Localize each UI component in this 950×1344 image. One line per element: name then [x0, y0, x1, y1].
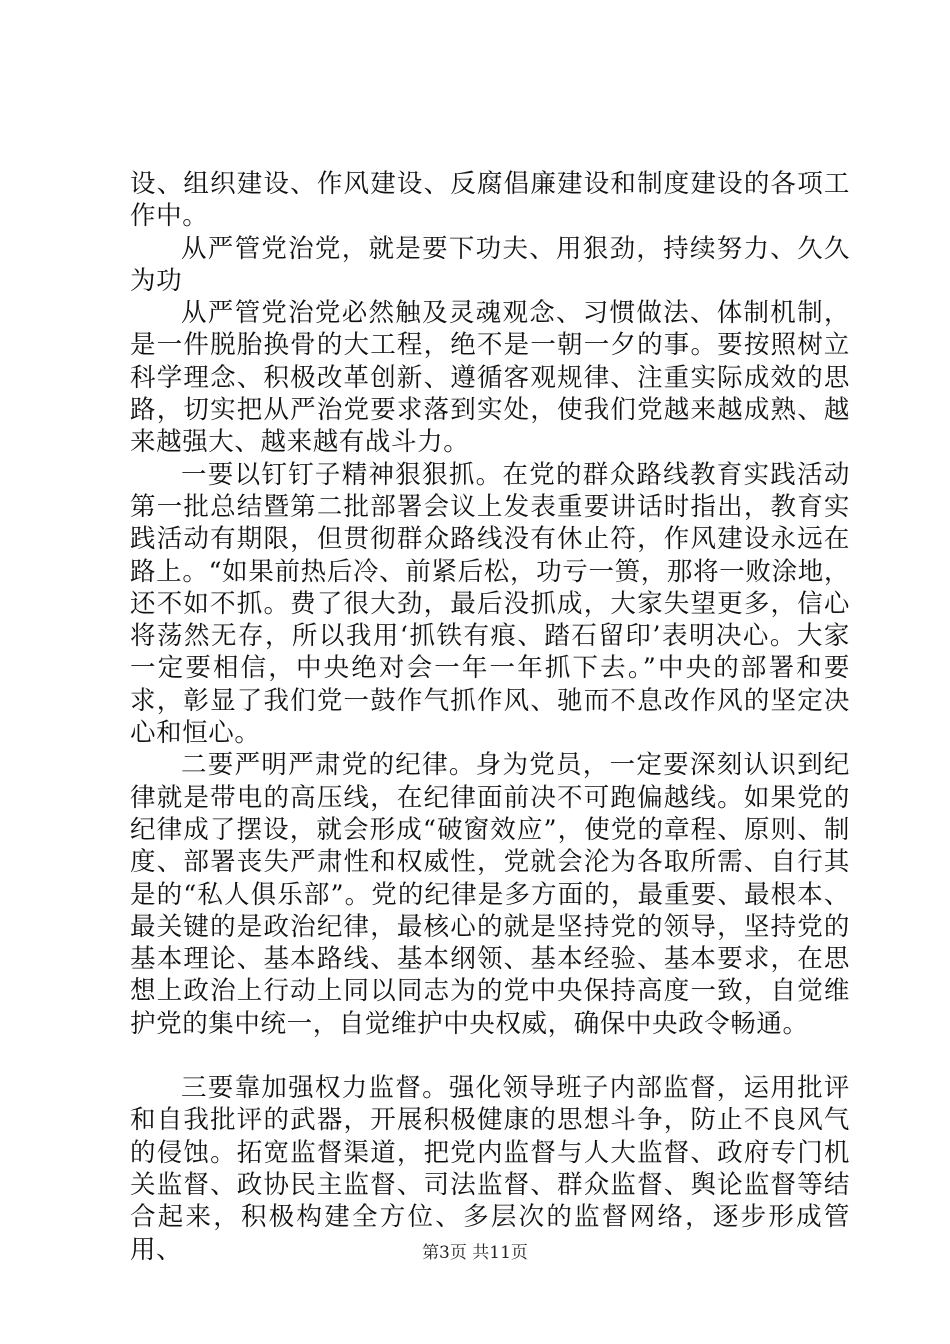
paragraph-heading-strict-governance: 从严管党治党，就是要下功夫、用狠劲，持续努力、久久为功 — [130, 233, 850, 296]
paragraph-point-three: 三要靠加强权力监督。强化领导班子内部监督，运用批评和自我批评的武器，开展积极健康的思想斗争，防止不良风气的侵蚀。拓宽监督渠道，把党内监督与人大监督、政府专门机关监督、政协民主监督、司法监督、群众监督、舆论监督等结合起来，积极构建全方位、多层次的监督网络，逐步形成管用、 — [130, 1073, 850, 1265]
page-footer — [0, 1242, 950, 1264]
document-body — [130, 168, 850, 1266]
paragraph-spacer — [130, 1040, 850, 1072]
page-number-label: 第3页 共11页 — [422, 1243, 528, 1263]
paragraph-strict-governance: 从严管党治党必然触及灵魂观念、习惯做法、体制机制，是一件脱胎换骨的大工程，绝不是一朝一夕的事。要按照树立科学理念、积极改革创新、遵循客观规律、注重实际成效的思路，切实把从严治党要求落到实处，使我们党越来越成熟、越来越强大、越来越有战斗力。 — [130, 298, 850, 458]
paragraph-point-one: 一要以钉钉子精神狠狠抓。在党的群众路线教育实践活动第一批总结暨第二批部署会议上发表重要讲话时指出，教育实践活动有期限，但贯彻群众路线没有休止符，作风建设永远在路上。“如果前热后冷、前紧后松，功亏一篑，那将一败涂地，还不如不抓。费了很大劲，最后没抓成，大家失望更多，信心将荡然无存，所以我用‘抓铁有痕、踏石留印’表明决心。大家一定要相信，中央绝对会一年一年抓下去。”中央的部署和要求，彰显了我们党一鼓作气抓作风、驰而不息改作风的坚定决心和恒心。 — [130, 459, 850, 749]
paragraph-point-two: 二要严明严肃党的纪律。身为党员，一定要深刻认识到纪律就是带电的高压线，在纪律面前决不可跑偏越线。如果党的纪律成了摆设，就会形成“破窗效应”，使党的章程、原则、制度、部署丧失严肃性和权威性，党就会沦为各取所需、自行其是的“私人俱乐部”。党的纪律是多方面的，最重要、最根本、最关键的是政治纪律，最核心的就是坚持党的领导，坚持党的基本理论、基本路线、基本纲领、基本经验、基本要求，在思想上政治上行动上同以同志为的党中央保持高度一致，自觉维护党的集中统一，自觉维护中央权威，确保中央政令畅通。 — [130, 750, 850, 1039]
paragraph-continuation: 设、组织建设、作风建设、反腐倡廉建设和制度建设的各项工作中。 — [130, 169, 850, 232]
